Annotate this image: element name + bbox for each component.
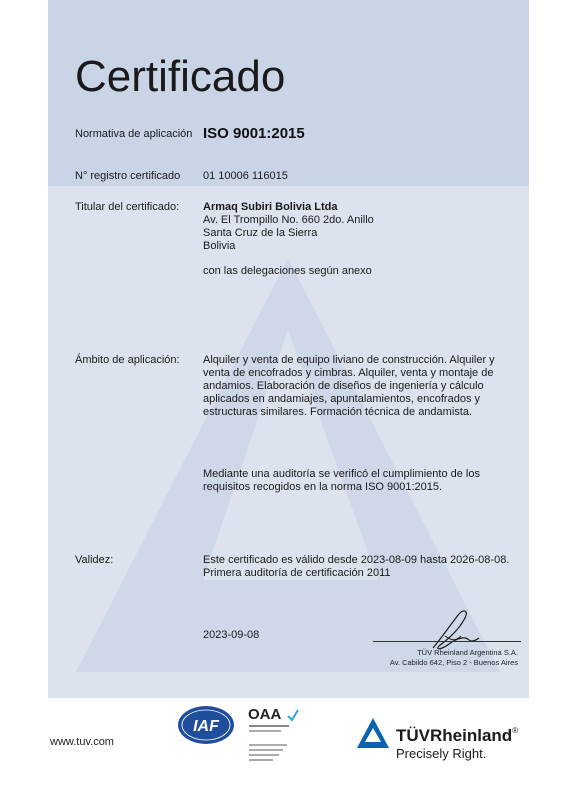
holder-address-line: Bolivia (203, 240, 236, 252)
audit-line: requisitos recogidos en la norma ISO 9001:2015. (203, 481, 443, 493)
scope-line: estructuras similares. Formación técnica de andamista. (203, 406, 472, 418)
holder-address-line: Av. El Trompillo No. 660 2do. Anillo (203, 214, 374, 226)
issue-date: 2023-09-08 (203, 629, 260, 641)
scope-line: Alquiler y venta de equipo liviano de construcción. Alquiler y (203, 354, 495, 366)
signature-line (373, 641, 521, 642)
scope-line: aplicados en andamiajes, apuntalamientos, encofrados y (203, 393, 481, 405)
norm-value: ISO 9001:2015 (203, 125, 305, 142)
triangle-watermark-icon (48, 0, 529, 698)
holder-label: Titular del certificado: (75, 201, 180, 213)
scope-label: Ámbito de aplicación: (75, 354, 180, 366)
registry-value: 01 10006 116015 (203, 170, 288, 182)
oaa-text-lines (249, 759, 273, 761)
oaa-text-lines (249, 730, 281, 732)
registry-label: N° registro certificado (75, 170, 181, 182)
oaa-text-lines (249, 749, 283, 751)
oaa-check-icon (286, 708, 300, 722)
validity-label: Validez: (75, 554, 114, 566)
oaa-logo-text: OAA (248, 706, 282, 723)
norm-label: Normativa de aplicación (75, 128, 193, 140)
holder-address-line: Santa Cruz de la Sierra (203, 227, 318, 239)
tuv-slogan: Precisely Right. (396, 746, 487, 761)
page-title: Certificado (75, 52, 286, 101)
scope-line: venta de encofrados y cimbras. Alquiler, venta y montaje de (203, 367, 494, 379)
website-link[interactable]: www.tuv.com (50, 736, 114, 748)
oaa-text-lines (249, 744, 287, 746)
tuv-triangle-icon (356, 717, 390, 749)
validity-line: Este certificado es válido desde 2023-08-09 hasta 2026-08-08. (203, 554, 510, 566)
iaf-logo-text: IAF (193, 718, 219, 735)
iaf-logo-icon (176, 704, 236, 746)
tuv-brand-text: TÜVRheinland (396, 726, 513, 745)
audit-line: Mediante una auditoría se verificó el cumplimiento de los (203, 468, 480, 480)
tuv-brand-name (396, 726, 518, 746)
issuer-name: TÜV Rheinland Argentina S.A. (417, 648, 518, 657)
registered-mark: ® (512, 726, 519, 735)
certificate-panel (48, 0, 529, 698)
validity-line: Primera auditoría de certificación 2011 (203, 567, 391, 579)
holder-name: Armaq Subiri Bolivia Ltda (203, 201, 338, 213)
holder-delegations: con las delegaciones según anexo (203, 265, 372, 277)
oaa-text-lines (249, 754, 279, 756)
issuer-address: Av. Cabildo 642, Piso 2 - Buenos Aires (389, 658, 518, 667)
scope-line: andamios. Elaboración de diseños de ingeniería y cálculo (203, 380, 484, 392)
oaa-text-lines (249, 725, 289, 727)
